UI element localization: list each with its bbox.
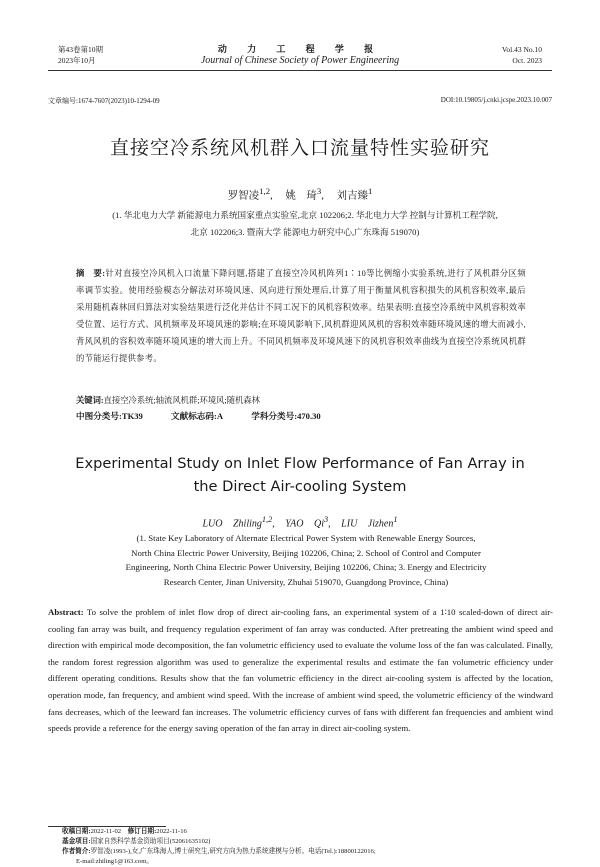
affiliation-cn-line-1: (1. 华北电力大学 新能源电力系统国家重点实验室,北京 102206;2. 华北电力大学 控制与计算机工程学院, [112,210,498,220]
clc-value: TK39 [121,411,143,421]
affiliation-en-line-1: (1. State Key Laboratory of Alternate Electrical Power System with Renewable Energy Sources, [136,533,476,543]
subject-code-label: 学科分类号: [251,411,298,421]
affiliations-en [56,531,556,589]
footnote-fund [62,837,562,847]
fund-label: 基金项目: [62,838,91,845]
header-volume-en [502,44,542,66]
footnote-dates [62,827,562,837]
keywords-cn [76,394,260,406]
title-en-line-1: Experimental Study on Inlet Flow Performance of Fan Array in [75,455,525,472]
affiliation-en-line-3: Engineering, North China Electric Power University, Beijing 102206, China; 3. Energy and Electricity [125,562,487,572]
author-en-3: LIU Jizhen [341,518,394,530]
title-en [40,452,560,498]
author-en-2-affil: 3 [324,515,329,524]
abstract-cn-text: 针对直接空冷风机入口流量下降问题,搭建了直接空冷风机阵列1∶10等比例缩小实验系统,进行了风机群分区频率调节实验。使用经验模态分解法对环境风速、风向进行预处理后,计算了用于衡量风机容积损失的风机容积效率,最后采用随机森林回归算法对实验结果进行泛化并估计不同工况下的风机容积效率。结果表明:直接空冷系统中风机容积效率受位置、运行方式、风机频率及环境风速的影响;在环境风影响下,风机群迎风风机的容积效率随环境风速的增大而减小,背风风机的容积效率随环境风速的增大而上升。不同风机频率及环境风速下的风机容积效率曲线为直接空冷系统风机群的节能运行提供参考。 [76,269,526,363]
author-en-3-affil: 1 [393,515,398,524]
journal-name-cn: 动 力 工 程 学 报 [217,44,383,54]
author-bio-text: 罗智凌(1993-),女,广东珠海人,博士研究生,研究方向为热力系统建模与分析。电话(Tel.):18800122016; [90,848,376,855]
journal-name-en: Journal of Chinese Society of Power Engineering [200,55,400,66]
clc-label: 中图分类号: [76,411,122,421]
title-en-line-2: the Direct Air-cooling System [193,478,407,495]
clc-number [76,411,143,421]
author-cn-2-affil: 3 [316,186,322,196]
author-en-2: YAO Qi [285,518,324,530]
authors-cn: 罗智凌$^{1,2}$, 姚 琦$^3$, 刘吉臻$^1$ [227,186,373,202]
footnote-email: E-mail:zhiling1@163.com。 [76,858,153,865]
footnotes [62,827,562,867]
received-label: 收稿日期: [62,828,91,835]
abstract-cn [76,265,526,367]
title-cn: 直接空冷系统风机群入口流量特性实验研究 [109,138,490,159]
abstract-en-label: Abstract: [48,607,84,617]
subject-code [251,411,320,421]
author-cn-1: 罗智凌 [227,190,260,202]
fund-text: 国家自然科学基金资助项目(52061635102) [90,838,211,845]
author-en-1-affil: 1,2 [261,515,273,524]
affiliation-en-line-4: Research Center, Jinan University, Zhuhai 519070, Guangdong Province, China) [163,576,449,587]
doc-code-value: A [216,411,224,421]
doi: DOI:10.19805/j.cnki.jcspe.2023.10.007 [440,96,552,104]
abstract-en-text: To solve the problem of inlet flow drop of direct air-cooling fans, an experimental system of a 1∶10 scaled-down of direct air-cooling fan array was built, and frequency regulation experiment of fan array was conducted. After pretreating the ambient wind speed and direction with empirical mode decomposition, the fan volumetric efficiency used to evaluate the volume loss of the fan was calculated. Finally, the random forest regression algorithm was used to generalize the experimental results and estimate the fan volumetric efficiency under different operating conditions. Results show that the fan volumetric efficiency in the direct air-cooling system is affected by the location, operation mode, fan frequency, and ambient wind speed. With the increase of ambient wind speed, the volumetric efficiency of the windward fans decreases, which of the leeward fan increases. The volumetric efficiency curves of fans with different fan frequencies and ambient wind speeds provide a reference for the energy saving operation of the fan array in direct air-cooling system. [48,607,553,734]
article-number: 文章编号:1674-7607(2023)10-1294-09 [48,97,160,105]
header-volume-issue-cn: 第43卷第10期 [58,45,103,54]
header-rule [48,70,552,71]
author-en-1: LUO Zhiling [202,518,262,530]
header-date-cn: 2023年10月 [58,56,96,65]
revised-date: 2022-11-16 [156,828,187,835]
header-date-en: Oct. 2023 [512,56,542,65]
affiliation-en-line-2: North China Electric Power University, Beijing 102206, China; 2. School of Control and Computer [131,547,481,558]
author-cn-2: 姚 琦 [285,190,317,202]
affiliations-cn [60,207,550,241]
author-cn-3-affil: 1 [367,186,373,196]
subject-code-value: 470.30 [297,411,321,421]
classification-line [76,410,347,422]
header-volume-issue-en: Vol.43 No.10 [501,45,542,54]
author-cn-3: 刘吉臻 [336,190,368,202]
keywords-cn-text: 直接空冷系统;轴流风机群;环境风;随机森林 [103,396,260,405]
doc-code-label: 文献标志码: [171,411,217,421]
document-code [171,411,223,421]
author-bio-label: 作者简介: [62,848,91,855]
revised-label: 修订日期: [127,828,157,835]
affiliation-cn-line-2: 北京 102206;3. 暨南大学 能源电力研究中心,广东珠海 519070) [190,227,420,237]
received-date: 2022-11-02 [90,828,122,835]
footnote-author [62,847,562,857]
author-cn-1-affil: 1,2 [259,186,271,196]
abstract-cn-label: 摘 要: [76,269,106,278]
header-volume-cn [58,44,103,66]
abstract-en [48,604,553,737]
authors-en: LUO Zhiling$^{1,2}$, YAO Qi$^3$, LIU Jizhen$^1$ [202,515,398,530]
keywords-cn-label: 关键词: [76,396,104,405]
journal-header [160,43,440,67]
